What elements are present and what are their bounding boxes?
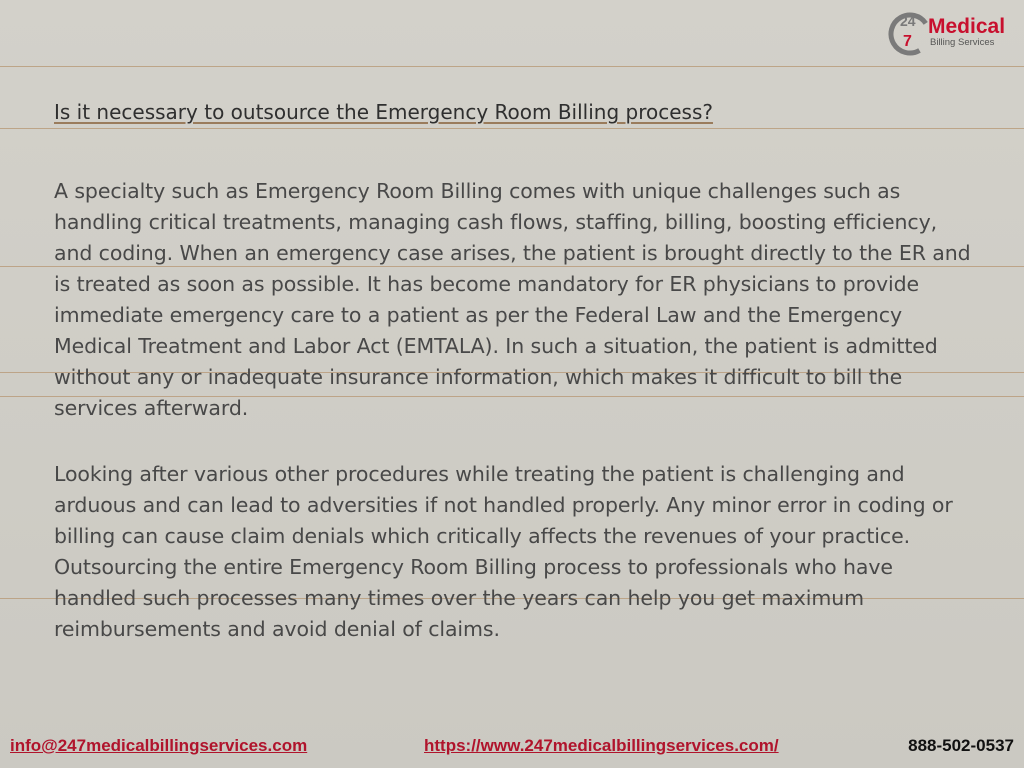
footer-contact-bar	[0, 736, 1024, 762]
logo-number-bottom: 7	[903, 33, 912, 50]
logo-number-top: 24	[900, 13, 916, 29]
logo-brand: Medical	[928, 15, 1006, 38]
logo-graphic	[888, 6, 1014, 62]
paragraph-1: A specialty such as Emergency Room Billing comes with unique challenges such as handling critical treatments, managing cash flows, staffing, billing, boosting efficiency, and coding. When an emergency case arises, the patient is brought directly to the ER and is treated as soon as possible. It has become mandatory for ER physicians to provide immediate emergency care to a patient as per the Federal Law and the Emergency Medical Treatment and Labor Act (EMTALA). In such a situation, the patient is admitted without any or inadequate insurance information, which makes it difficult to bill the services afterward.	[54, 179, 971, 420]
logo-tagline: Billing Services	[930, 37, 995, 48]
slide-heading: Is it necessary to outsource the Emergency Room Billing process?	[54, 100, 713, 124]
slide-content	[54, 100, 974, 680]
paragraph-2: Looking after various other procedures while treating the patient is challenging and arduous and can lead to adversities if not handled properly. Any minor error in coding or billing can cause claim denials which critically affects the revenues of your practice. Outsourcing the entire Emergency Room Billing process to professionals who have handled such processes many times over the years can help you get maximum reimbursements and avoid denial of claims.	[54, 462, 953, 641]
email-link[interactable]: info@247medicalbillingservices.com	[10, 736, 308, 755]
website-link[interactable]: https://www.247medicalbillingservices.com/	[424, 736, 779, 755]
company-logo	[888, 6, 1014, 62]
divider-line	[0, 66, 1024, 67]
phone-number: 888-502-0537	[908, 736, 1014, 755]
